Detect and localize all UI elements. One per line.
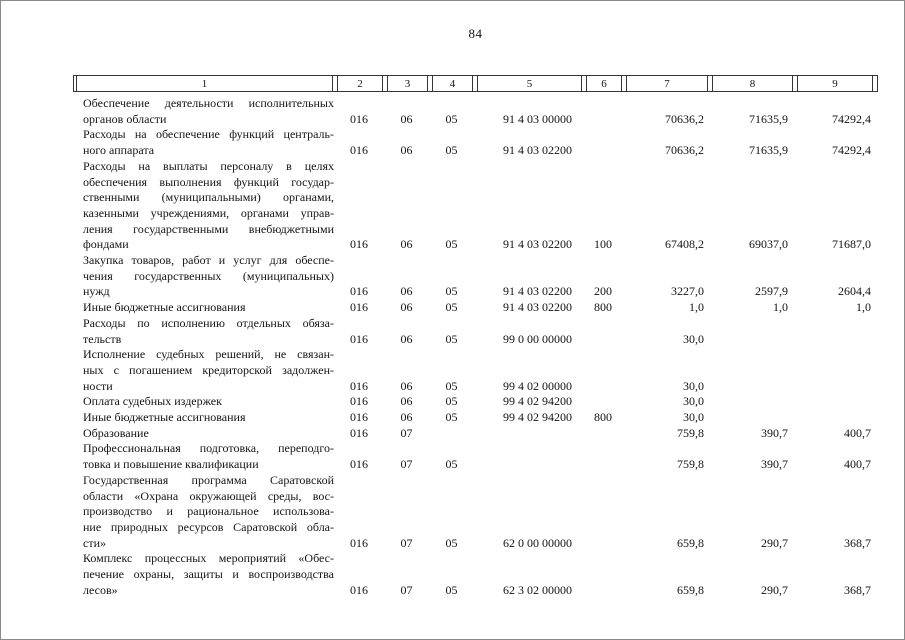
table-body <box>73 96 878 599</box>
cell-amount-year3: 74292,4 <box>832 111 871 126</box>
cell-amount-year1: 67408,2 <box>665 237 704 252</box>
cell-subsection-code: 05 <box>445 582 458 597</box>
description-line: области «Охрана окружающей среды, вос- <box>83 488 334 503</box>
cell-expense-type-code: 100 <box>594 237 612 252</box>
cell-target-article-code: 91 4 03 02200 <box>503 284 572 299</box>
cell-amount-year2: 390,7 <box>761 457 788 472</box>
cell-expense-type-code: 200 <box>594 284 612 299</box>
cell-subsection-code: 05 <box>445 394 458 409</box>
description-line: товка и повышение квалификации <box>83 457 259 472</box>
column-header-4: 4 <box>432 75 473 92</box>
cell-amount-year3: 2604,4 <box>838 284 871 299</box>
cell-amount-year2: 290,7 <box>761 535 788 550</box>
cell-target-article-code: 91 4 03 02200 <box>503 300 572 315</box>
table-row <box>73 394 878 410</box>
cell-subsection-code: 05 <box>445 410 458 425</box>
description-line: ние природных ресурсов Саратовской обла- <box>83 519 334 534</box>
cell-amount-year1: 759,8 <box>677 425 704 440</box>
cell-target-article-code: 99 0 00 00000 <box>503 331 572 346</box>
cell-grbs-code: 016 <box>350 300 368 315</box>
cell-subsection-code: 05 <box>445 143 458 158</box>
cell-expense-type-code: 800 <box>594 300 612 315</box>
row-description <box>73 441 334 472</box>
description-line: Закупка товаров, работ и услуг для обеспе- <box>83 253 334 268</box>
cell-section-code: 06 <box>400 284 413 299</box>
cell-grbs-code: 016 <box>350 111 368 126</box>
cell-grbs-code: 016 <box>350 410 368 425</box>
cell-amount-year2: 2597,9 <box>755 284 788 299</box>
cell-target-article-code: 99 4 02 94200 <box>503 394 572 409</box>
row-description <box>73 473 334 552</box>
cell-section-code: 06 <box>400 143 413 158</box>
cell-amount-year3: 1,0 <box>856 300 871 315</box>
cell-subsection-code: 05 <box>445 457 458 472</box>
cell-amount-year1: 30,0 <box>683 331 704 346</box>
description-line: Оплата судебных издержек <box>83 394 222 409</box>
cell-subsection-code: 05 <box>445 237 458 252</box>
cell-target-article-code: 91 4 03 02200 <box>503 143 572 158</box>
cell-subsection-code: 05 <box>445 535 458 550</box>
cell-amount-year2: 1,0 <box>773 300 788 315</box>
row-description <box>73 316 334 347</box>
cell-target-article-code: 62 3 02 00000 <box>503 582 572 597</box>
cell-grbs-code: 016 <box>350 331 368 346</box>
cell-amount-year1: 759,8 <box>677 457 704 472</box>
description-line: Образование <box>83 425 149 440</box>
table-row <box>73 410 878 426</box>
row-description <box>73 394 334 410</box>
description-line: Комплекс процессных мероприятий «Обес- <box>83 551 334 566</box>
page-number: 84 <box>468 26 483 41</box>
cell-grbs-code: 016 <box>350 457 368 472</box>
cell-subsection-code: 05 <box>445 300 458 315</box>
column-header-5: 5 <box>477 75 582 92</box>
description-line: ности <box>83 378 113 393</box>
cell-amount-year3: 71687,0 <box>832 237 871 252</box>
description-line: печение охраны, защиты и воспроизводства <box>83 567 334 582</box>
cell-target-article-code: 91 4 03 02200 <box>503 237 572 252</box>
cell-target-article-code: 99 4 02 00000 <box>503 378 572 393</box>
cell-amount-year1: 70636,2 <box>665 111 704 126</box>
cell-section-code: 07 <box>400 457 413 472</box>
cell-amount-year2: 69037,0 <box>749 237 788 252</box>
table-row <box>73 316 878 347</box>
cell-section-code: 06 <box>400 378 413 393</box>
description-line: Государственная программа Саратовской <box>83 472 334 487</box>
cell-amount-year3: 368,7 <box>844 535 871 550</box>
cell-section-code: 06 <box>400 237 413 252</box>
column-header-1: 1 <box>76 75 333 92</box>
column-header-9: 9 <box>797 75 873 92</box>
description-line: сти» <box>83 535 106 550</box>
description-line: Иные бюджетные ассигнования <box>83 300 246 315</box>
description-line: тельств <box>83 331 122 346</box>
cell-grbs-code: 016 <box>350 237 368 252</box>
description-line: Профессиональная подготовка, переподго- <box>83 441 334 456</box>
table-row <box>73 551 878 598</box>
description-line: Расходы на обеспечение функций централь- <box>83 127 334 142</box>
description-line: ных с погашением кредиторской задолжен- <box>83 362 334 377</box>
cell-target-article-code: 91 4 03 00000 <box>503 111 572 126</box>
description-line: производство и рациональное использова- <box>83 504 334 519</box>
table-row <box>73 426 878 442</box>
row-description <box>73 426 334 442</box>
column-header-3: 3 <box>387 75 428 92</box>
cell-amount-year3: 368,7 <box>844 582 871 597</box>
description-line: казенными учреждениями, органами управ- <box>83 205 334 220</box>
cell-target-article-code: 99 4 02 94200 <box>503 410 572 425</box>
cell-section-code: 06 <box>400 410 413 425</box>
cell-expense-type-code: 800 <box>594 410 612 425</box>
cell-amount-year1: 659,8 <box>677 582 704 597</box>
cell-amount-year1: 70636,2 <box>665 143 704 158</box>
description-line: нужд <box>83 284 110 299</box>
cell-subsection-code: 05 <box>445 284 458 299</box>
table-row <box>73 253 878 300</box>
cell-amount-year2: 71635,9 <box>749 143 788 158</box>
description-line: органов области <box>83 111 167 126</box>
description-line: Исполнение судебных решений, не связан- <box>83 347 334 362</box>
description-line: ного аппарата <box>83 143 155 158</box>
table-row <box>73 159 878 253</box>
description-line: чения государственных (муниципальных) <box>83 268 334 283</box>
cell-grbs-code: 016 <box>350 284 368 299</box>
cell-subsection-code: 05 <box>445 378 458 393</box>
table-row <box>73 347 878 394</box>
cell-amount-year3: 74292,4 <box>832 143 871 158</box>
cell-grbs-code: 016 <box>350 535 368 550</box>
row-description <box>73 410 334 426</box>
cell-subsection-code: 05 <box>445 331 458 346</box>
row-description <box>73 253 334 300</box>
row-description <box>73 551 334 598</box>
description-line: лесов» <box>83 582 118 597</box>
cell-section-code: 07 <box>400 582 413 597</box>
description-line: ственными (муниципальными) органами, <box>83 190 334 205</box>
description-line: обеспечения выполнения функций государ- <box>83 174 334 189</box>
cell-amount-year3: 400,7 <box>844 457 871 472</box>
cell-amount-year1: 1,0 <box>689 300 704 315</box>
cell-amount-year1: 30,0 <box>683 410 704 425</box>
cell-section-code: 06 <box>400 300 413 315</box>
table-row <box>73 300 878 316</box>
cell-target-article-code: 62 0 00 00000 <box>503 535 572 550</box>
cell-section-code: 06 <box>400 394 413 409</box>
cell-amount-year1: 659,8 <box>677 535 704 550</box>
cell-amount-year3: 400,7 <box>844 425 871 440</box>
cell-amount-year1: 3227,0 <box>671 284 704 299</box>
table-header-row <box>73 75 878 92</box>
cell-grbs-code: 016 <box>350 143 368 158</box>
description-line: Расходы на выплаты персоналу в целях <box>83 158 334 173</box>
cell-section-code: 07 <box>400 535 413 550</box>
table-row <box>73 127 878 158</box>
cell-amount-year1: 30,0 <box>683 394 704 409</box>
column-header-2: 2 <box>337 75 383 92</box>
cell-section-code: 07 <box>400 425 413 440</box>
row-description <box>73 347 334 394</box>
cell-amount-year2: 390,7 <box>761 425 788 440</box>
table-row <box>73 441 878 472</box>
description-line: Расходы по исполнению отдельных обяза- <box>83 315 334 330</box>
table-row <box>73 96 878 127</box>
description-line: ления государственными внебюджетными <box>83 221 334 236</box>
cell-grbs-code: 016 <box>350 425 368 440</box>
cell-amount-year2: 71635,9 <box>749 111 788 126</box>
row-description <box>73 127 334 158</box>
cell-amount-year2: 290,7 <box>761 582 788 597</box>
cell-subsection-code: 05 <box>445 111 458 126</box>
cell-amount-year1: 30,0 <box>683 378 704 393</box>
cell-section-code: 06 <box>400 331 413 346</box>
description-line: фондами <box>83 237 129 252</box>
cell-section-code: 06 <box>400 111 413 126</box>
column-header-6: 6 <box>586 75 622 92</box>
table-row <box>73 473 878 552</box>
row-description <box>73 159 334 253</box>
cell-grbs-code: 016 <box>350 582 368 597</box>
row-description <box>73 300 334 316</box>
column-header-8: 8 <box>712 75 793 92</box>
cell-grbs-code: 016 <box>350 378 368 393</box>
description-line: Обеспечение деятельности исполнительных <box>83 96 334 110</box>
cell-grbs-code: 016 <box>350 394 368 409</box>
row-description <box>73 96 334 127</box>
column-header-7: 7 <box>626 75 708 92</box>
description-line: Иные бюджетные ассигнования <box>83 410 246 425</box>
budget-table <box>73 75 878 599</box>
